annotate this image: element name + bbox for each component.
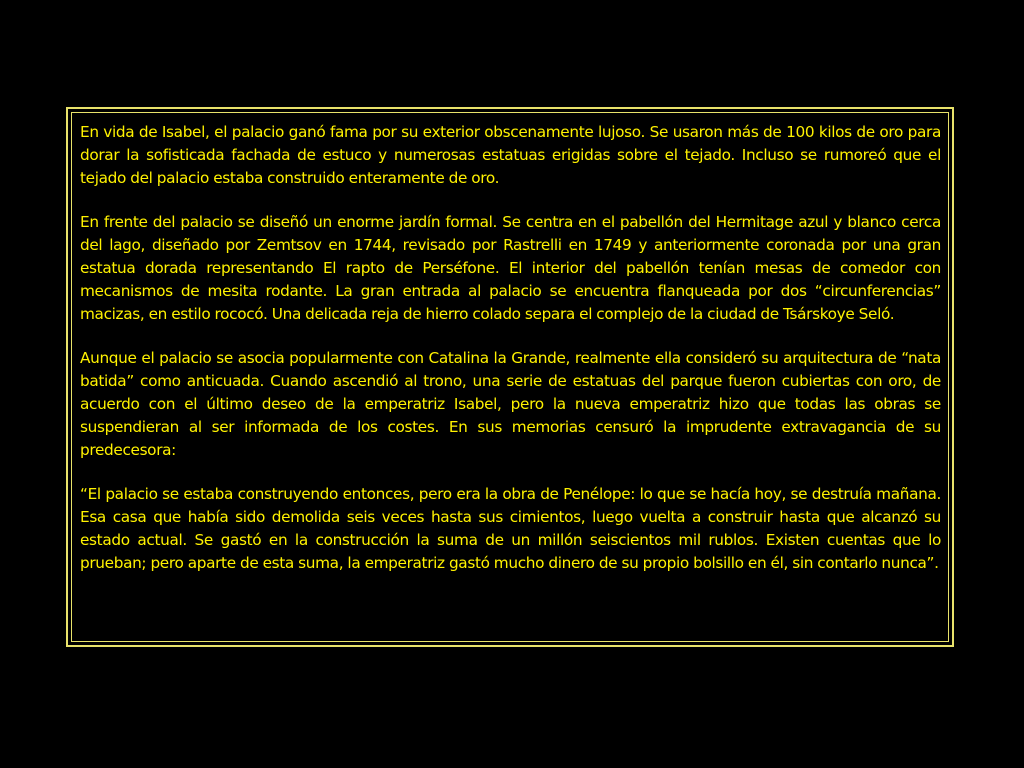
paragraph-formal-garden: En frente del palacio se diseñó un enorme jardín formal. Se centra en el pabellón del Hermitage azul y blanco cerca del lago, diseñado por Zemtsov en 1744, revisado por Rastrelli en 1749 y anteriormente coronada por una gran estatua dorada representando El rapto de Perséfone. El interior del pabellón tenían mesas de comedor con mecanismos de mesita rodante. La gran entrada al palacio se encuentra flanqueada por dos “circunferencias” macizas, en estilo rococó. Una delicada reja de hierro colado separa el complejo de la ciudad de Tsárskoye Seló.: [80, 212, 941, 324]
paragraph-isabel-exterior: En vida de Isabel, el palacio ganó fama por su exterior obscenamente lujoso. Se usaron más de 100 kilos de oro para dorar la sofisticada fachada de estuco y numerosas estatuas erigidas sobre el tejado. Incluso se rumoreó que el tejado del palacio estaba construido enteramente de oro.: [80, 123, 941, 188]
text-frame-outer-border: [66, 107, 954, 647]
text-frame-inner-border: [71, 112, 949, 642]
paragraph-memoir-quote: “El palacio se estaba construyendo entonces, pero era la obra de Penélope: lo que se hacía hoy, se destruía mañana. Esa casa que había sido demolida seis veces hasta sus cimientos, luego vuelta a construir hasta que alcanzó su estado actual. Se gastó en la construcción la suma de un millón seiscientos mil rublos. Existen cuentas que lo prueban; pero aparte de esta suma, la emperatriz gastó mucho dinero de su propio bolsillo en él, sin contarlo nunca”.: [80, 484, 941, 573]
paragraph-catherine-opinion: Aunque el palacio se asocia popularmente con Catalina la Grande, realmente ella consideró su arquitectura de “nata batida” como anticuada. Cuando ascendió al trono, una serie de estatuas del parque fueron cubiertas con oro, de acuerdo con el último deseo de la emperatriz Isabel, pero la nueva emperatriz hizo que todas las obras se suspendieran al ser informada de los costes. En sus memorias censuró la imprudente extravagancia de su predecesora:: [80, 348, 941, 460]
